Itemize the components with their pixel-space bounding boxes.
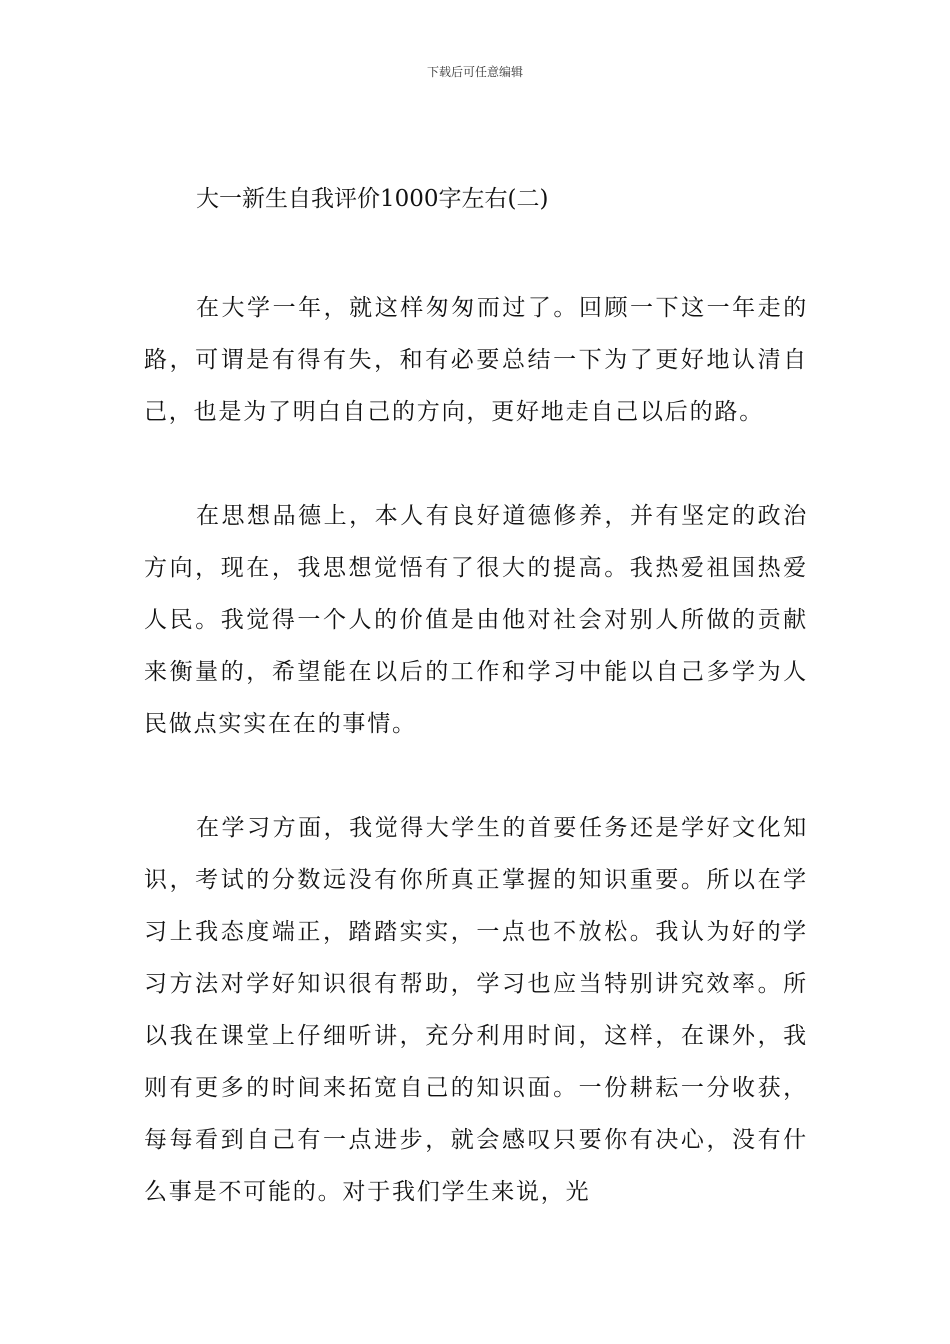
page-header-note: 下载后可任意编辑: [426, 65, 523, 79]
document-title: 大一新生自我评价1000字左右(二): [196, 186, 549, 212]
document-body: [144, 282, 808, 1270]
paragraph-3: 在学习方面，我觉得大学生的首要任务还是学好文化知识，考试的分数远没有你所真正掌握的知识重要。所以在学习上我态度端正，踏踏实实，一点也不放松。我认为好的学习方法对学好知识很有帮助，学习也应当特别讲究效率。所以我在课堂上仔细听讲，充分利用时间，这样，在课外，我则有更多的时间来拓宽自己的知识面。一份耕耘一分收获，每每看到自己有一点进步，就会感叹只要你有决心，没有什么事是不可能的。对于我们学生来说，光: [144, 815, 808, 1205]
paragraph-2: 在思想品德上，本人有良好道德修养，并有坚定的政治方向，现在，我思想觉悟有了很大的提高。我热爱祖国热爱人民。我觉得一个人的价值是由他对社会对别人所做的贡献来衡量的，希望能在以后的工作和学习中能以自己多学为人民做点实实在在的事情。: [144, 503, 808, 737]
paragraph-1: 在大学一年，就这样匆匆而过了。回顾一下这一年走的路，可谓是有得有失，和有必要总结一下为了更好地认清自己，也是为了明白自己的方向，更好地走自己以后的路。: [144, 295, 808, 425]
